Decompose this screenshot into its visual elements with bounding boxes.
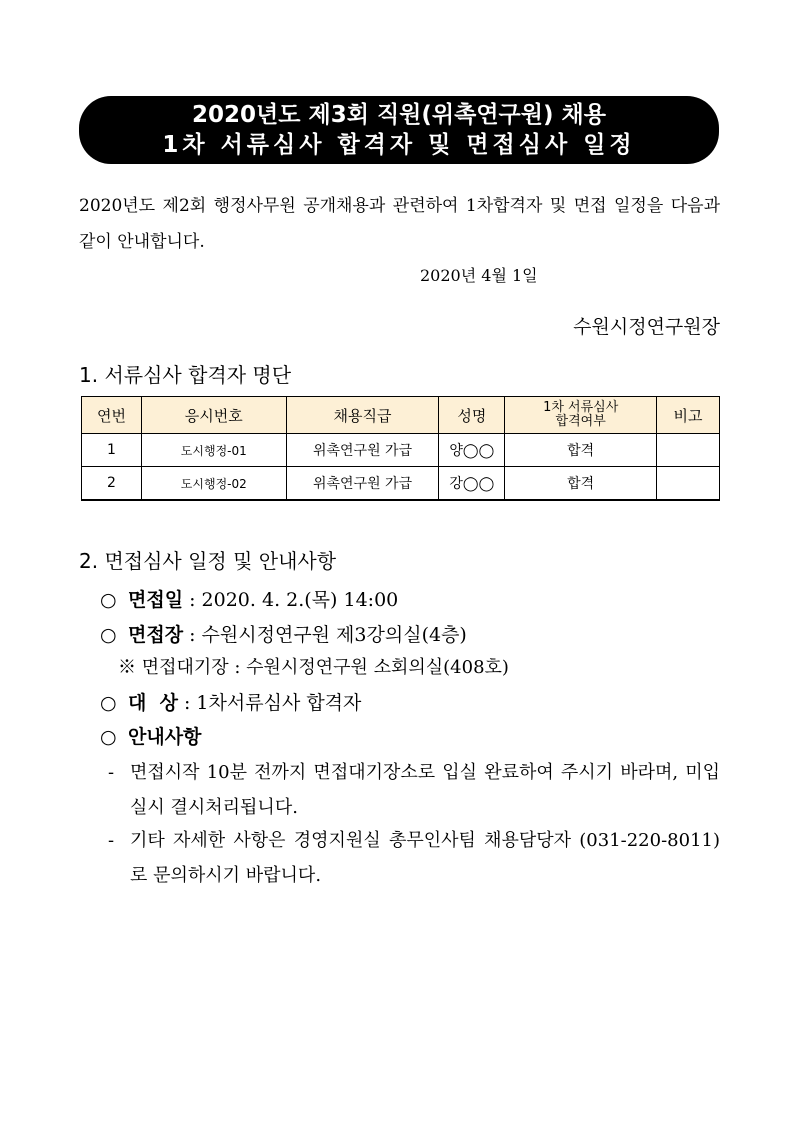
cell-name: 강◯◯	[439, 467, 505, 501]
interview-date-value: : 2020. 4. 2.(목) 14:00	[183, 589, 399, 611]
cell-no: 1	[82, 434, 142, 467]
title-banner	[79, 96, 719, 164]
col-header-name: 성명	[439, 397, 505, 434]
interview-date-line	[100, 585, 398, 612]
notice-date: 2020년 4월 1일	[420, 266, 538, 285]
interview-date-label: 면접일	[128, 589, 184, 611]
table-header-row	[82, 397, 720, 434]
notice-item	[108, 755, 720, 825]
col-header-no: 연번	[82, 397, 142, 434]
dash-bullet-icon: -	[108, 830, 115, 851]
cell-position: 위촉연구원 가급	[286, 467, 439, 501]
cell-result: 합격	[505, 467, 657, 501]
passed-candidates-table	[81, 396, 720, 501]
col-header-note: 비고	[657, 397, 720, 434]
cell-no: 2	[82, 467, 142, 501]
waiting-room-line: ※ 면접대기장 : 수원시정연구원 소회의실(408호)	[118, 657, 509, 678]
cell-note	[657, 434, 720, 467]
dash-bullet-icon: -	[108, 762, 115, 783]
circle-bullet-icon: ○	[100, 692, 117, 714]
section-1-title: 1. 서류심사 합격자 명단	[79, 363, 292, 387]
cell-name: 양◯◯	[439, 434, 505, 467]
notice-item	[108, 823, 720, 893]
cell-note	[657, 467, 720, 501]
target-label: 대 상	[128, 692, 178, 714]
target-value: : 1차서류심사 합격자	[177, 692, 362, 714]
interview-place-value: : 수원시정연구원 제3강의실(4층)	[183, 624, 467, 646]
notice-item-text: 기타 자세한 사항은 경영지원실 총무인사팀 채용담당자 (031-220-8011)로 문의하시기 바랍니다.	[130, 830, 720, 886]
circle-bullet-icon: ○	[100, 624, 117, 646]
interview-place-label: 면접장	[128, 624, 184, 646]
col-header-result	[505, 397, 657, 434]
col-header-result-line2: 합격여부	[555, 414, 606, 429]
cell-position: 위촉연구원 가급	[286, 434, 439, 467]
cell-result: 합격	[505, 434, 657, 467]
col-header-result-line1: 1차 서류심사	[543, 400, 619, 415]
section-2-title: 2. 면접심사 일정 및 안내사항	[79, 549, 337, 573]
table-row	[82, 434, 720, 467]
target-line	[100, 688, 361, 715]
circle-bullet-icon: ○	[100, 726, 117, 748]
circle-bullet-icon: ○	[100, 589, 117, 611]
notice-heading-line	[100, 722, 201, 749]
col-header-position: 채용직급	[286, 397, 439, 434]
cell-exam-id: 도시행정-01	[141, 434, 286, 467]
cell-exam-id: 도시행정-02	[141, 467, 286, 501]
table-row	[82, 467, 720, 501]
interview-place-line	[100, 620, 467, 647]
title-line-1: 2020년도 제3회 직원(위촉연구원) 채용	[192, 102, 606, 128]
signer: 수원시정연구원장	[573, 316, 720, 338]
notice-label: 안내사항	[128, 726, 202, 748]
title-line-2: 1차 서류심사 합격자 및 면접심사 일정	[162, 132, 636, 158]
notice-item-text: 면접시작 10분 전까지 면접대기장소로 입실 완료하여 주시기 바라며, 미입실시 결시처리됩니다.	[130, 762, 720, 818]
col-header-exam-id: 응시번호	[141, 397, 286, 434]
intro-paragraph: 2020년도 제2회 행정사무원 공개채용과 관련하여 1차합격자 및 면접 일정을 다음과 같이 안내합니다.	[79, 196, 720, 252]
